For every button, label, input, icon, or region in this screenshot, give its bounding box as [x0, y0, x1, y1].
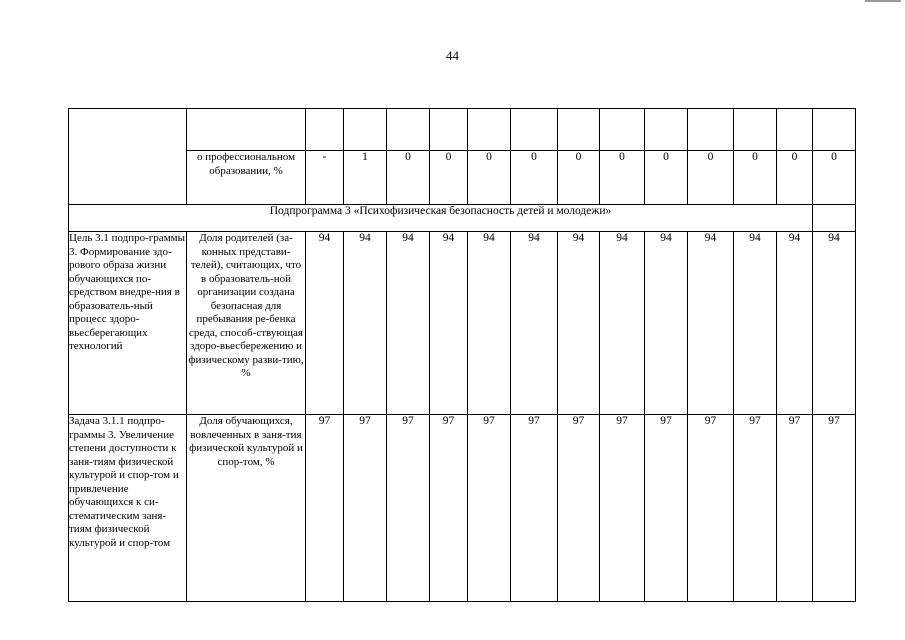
indicator-cell: Доля обучающихся, вовлеченных в заня-тия физической культурой и спор-том, %	[187, 415, 306, 602]
value-cell: -	[306, 151, 344, 205]
value-cell: 97	[468, 415, 511, 602]
header-empty-cell	[69, 109, 187, 205]
value-cell: 97	[558, 415, 600, 602]
page-number: 44	[446, 48, 459, 63]
value-cell: 97	[387, 415, 430, 602]
subprogram-side-cell	[813, 205, 856, 232]
value-cell: 94	[813, 232, 856, 415]
table-row	[69, 232, 856, 415]
value-cell: 94	[306, 232, 344, 415]
table-row	[69, 151, 856, 205]
value-cell: 97	[344, 415, 387, 602]
value-cell: 94	[688, 232, 734, 415]
value-cell: 94	[777, 232, 813, 415]
subprogram-row	[69, 205, 856, 232]
value-cell: 97	[734, 415, 777, 602]
value-cell: 97	[430, 415, 468, 602]
value-cell: 94	[734, 232, 777, 415]
value-cell: 97	[688, 415, 734, 602]
value-cell: 94	[645, 232, 688, 415]
value-cell: 0	[511, 151, 558, 205]
value-cell: 97	[306, 415, 344, 602]
header-empty-cell	[187, 109, 306, 151]
value-cell: 0	[430, 151, 468, 205]
value-cell: 0	[558, 151, 600, 205]
value-cell: 1	[344, 151, 387, 205]
value-cell: 0	[645, 151, 688, 205]
value-cell: 94	[387, 232, 430, 415]
value-cell: 94	[468, 232, 511, 415]
value-cell: 0	[387, 151, 430, 205]
value-cell: 94	[344, 232, 387, 415]
table-header-row	[69, 109, 856, 151]
value-cell: 94	[600, 232, 645, 415]
value-cell: 97	[600, 415, 645, 602]
value-cell: 97	[813, 415, 856, 602]
value-cell: 97	[777, 415, 813, 602]
value-cell: 94	[558, 232, 600, 415]
indicator-cell: о профессиональном образовании, %	[187, 151, 306, 205]
table-row	[69, 415, 856, 602]
subprogram-title: Подпрограмма 3 «Психофизическая безопасность детей и молодежи»	[69, 205, 813, 232]
page-corner-mark	[865, 0, 901, 2]
value-cell: 94	[430, 232, 468, 415]
value-cell: 97	[645, 415, 688, 602]
goal-cell: Задача 3.1.1 подпро-граммы 3. Увеличение степени доступности к заня-тиям физической культурой и спор-том и привлечение обучающихся к си-стематическим заня-тиям физической культурой и спор-том	[69, 415, 187, 602]
value-cell: 94	[511, 232, 558, 415]
indicator-cell: Доля родителей (за-конных представи-телей), считающих, что в образователь-ной организации создана безопасная для пребывания ре-бенка среда, способ-ствующая здоро-вьесбережению и физическому разви-тию, %	[187, 232, 306, 415]
value-cell: 0	[468, 151, 511, 205]
value-cell: 0	[688, 151, 734, 205]
value-cell: 0	[600, 151, 645, 205]
value-cell: 97	[511, 415, 558, 602]
value-cell: 0	[813, 151, 856, 205]
value-cell: 0	[734, 151, 777, 205]
indicators-table	[68, 108, 856, 602]
value-cell: 0	[777, 151, 813, 205]
goal-cell: Цель 3.1 подпро-граммы 3. Формирование здо-рового образа жизни обучающихся по-средством внедре-ния в образователь-ный процесс здоро-вьесберегающих технологий	[69, 232, 187, 415]
